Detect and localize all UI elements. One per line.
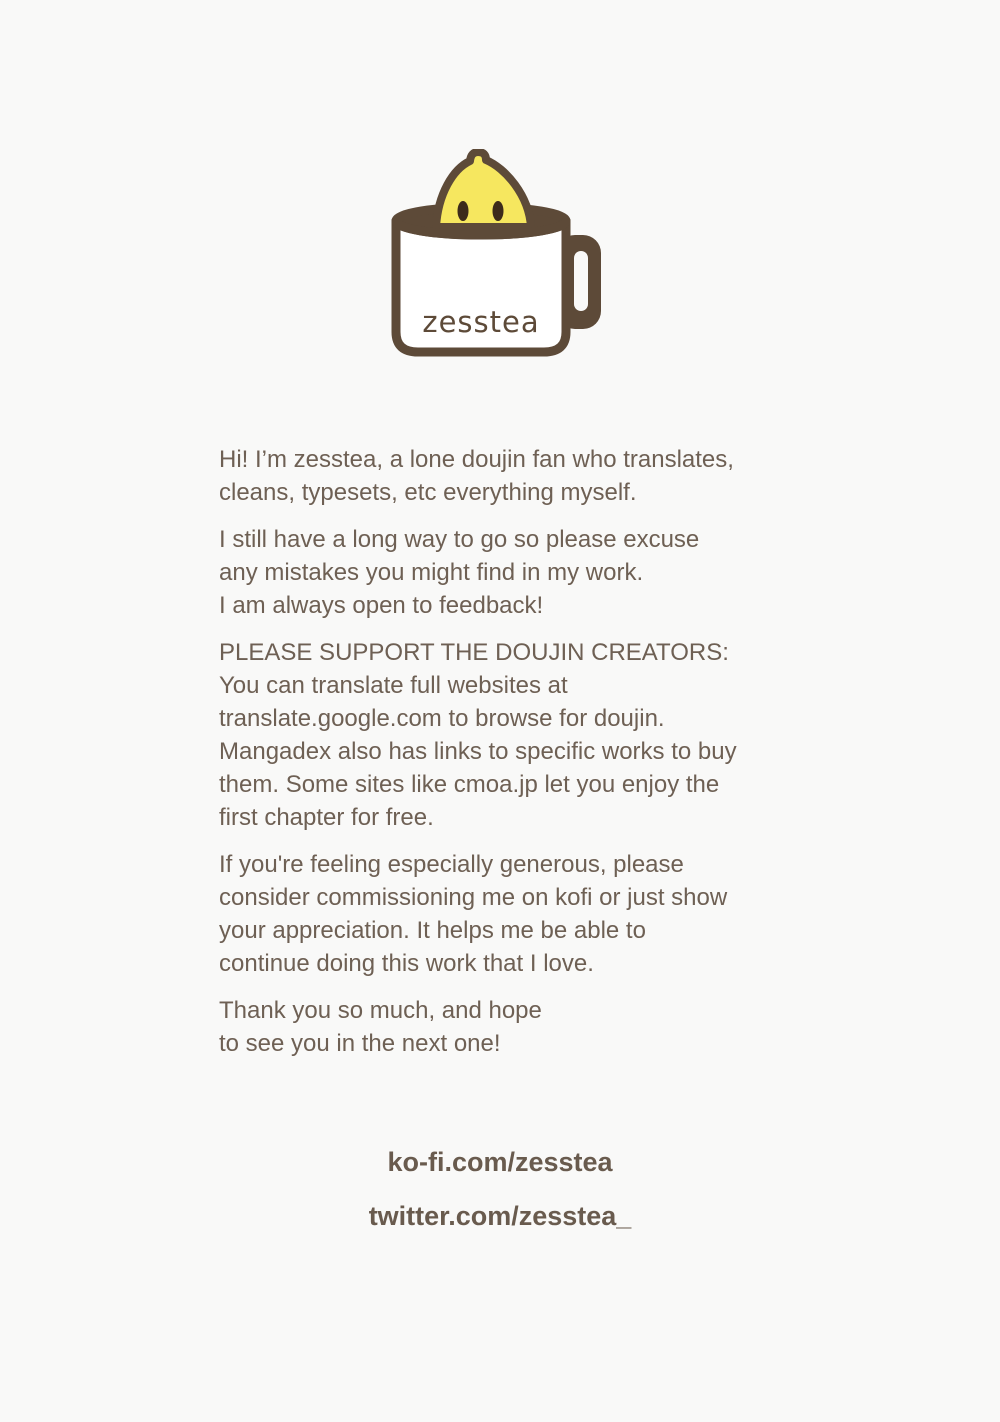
kofi-link[interactable]: ko-fi.com/zesstea (387, 1147, 613, 1177)
credits-text (219, 443, 819, 1074)
text-line: any mistakes you might find in my work. (219, 559, 644, 586)
twitter-link[interactable]: twitter.com/zesstea_ (368, 1201, 632, 1231)
text-line: translate.google.com to browse for doujin. (219, 705, 665, 732)
text-line: your appreciation. It helps me be able to (219, 917, 646, 944)
lemon-character (436, 152, 531, 227)
text-line: continue doing this work that I love. (219, 950, 594, 977)
text-line: I still have a long way to go so please excuse (219, 526, 700, 553)
logo-mug-label: zesstea (422, 305, 540, 339)
paragraph-intro (219, 443, 819, 509)
text-line: You can translate full websites at (219, 672, 568, 699)
mug-handle-hole (574, 251, 588, 311)
paragraph-feedback (219, 523, 819, 622)
text-line: first chapter for free. (219, 804, 434, 831)
text-line: cleans, typesets, etc everything myself. (219, 479, 637, 506)
text-line: consider commissioning me on kofi or just show (219, 884, 728, 911)
zesstea-logo (391, 149, 611, 369)
lemon-eye-right (493, 201, 504, 221)
text-line: PLEASE SUPPORT THE DOUJIN CREATORS: (219, 639, 729, 666)
lemon-eye-left (458, 201, 469, 221)
text-line: them. Some sites like cmoa.jp let you enjoy the (219, 771, 720, 798)
text-line: I am always open to feedback! (219, 592, 544, 619)
text-line: Hi! I’m zesstea, a lone doujin fan who translates, (219, 446, 734, 473)
paragraph-donation (219, 848, 819, 980)
text-line: Thank you so much, and hope (219, 997, 542, 1024)
text-line: to see you in the next one! (219, 1030, 501, 1057)
paragraph-thanks (219, 994, 819, 1060)
text-line: If you're feeling especially generous, please (219, 851, 684, 878)
text-line: Mangadex also has links to specific works to buy (219, 738, 737, 765)
support-links (0, 1146, 1000, 1254)
paragraph-support-creators (219, 636, 819, 834)
